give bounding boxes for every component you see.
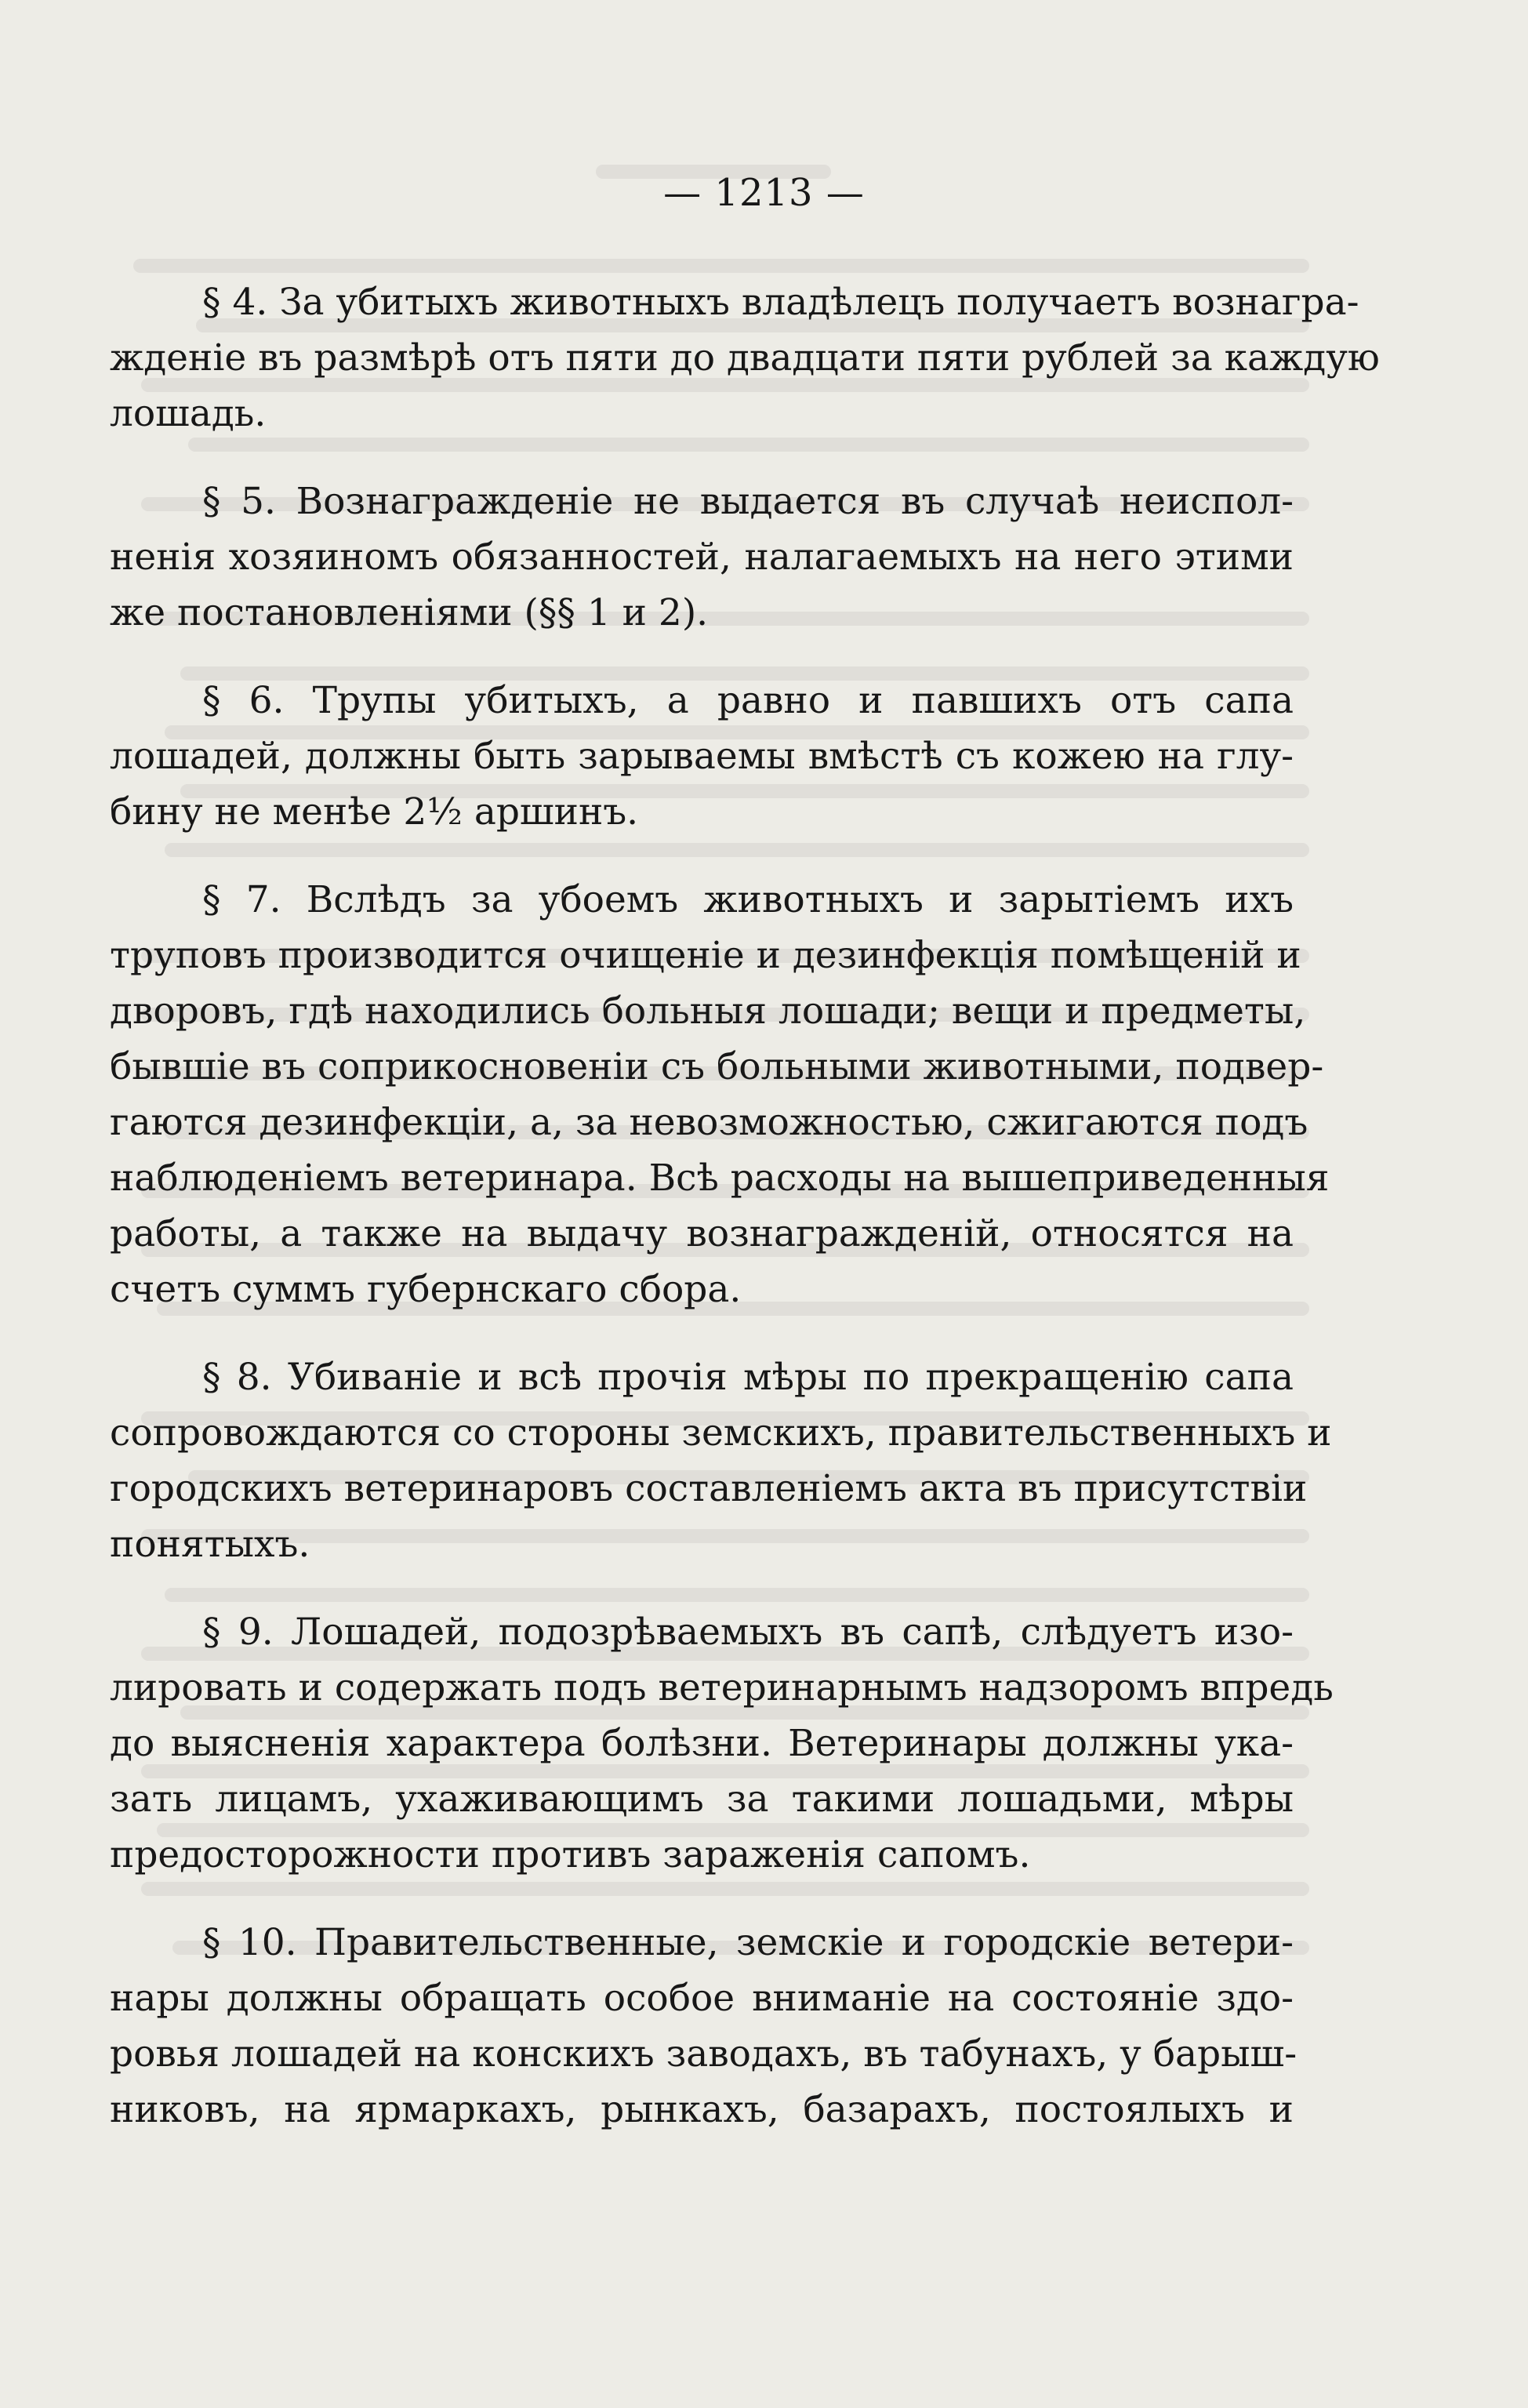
paragraph-section-7 [110,872,1330,1317]
text-line: § 9. Лошадей, подозрѣваемыхъ въ сапѣ, слѣдуетъ изо- [202,1611,1294,1654]
paragraph-section-9 [110,1604,1334,1883]
text-line: до выясненія характера болѣзни. Ветеринары должны ука- [110,1722,1294,1765]
page-number: — 1213 — [663,171,865,215]
text-line: ненія хозяиномъ обязанностей, налагаемыхъ на него этими [110,536,1294,579]
text-line: нары должны обращать особое вниманіе на состояніе здо- [110,1977,1294,2020]
text-line: бину не менѣе 2½ аршинъ. [110,790,639,834]
text-line: наблюденіемъ ветеринара. Всѣ расходы на вышеприведенныя [110,1157,1330,1200]
text-line: § 4. За убитыхъ животныхъ владѣлецъ получаетъ вознагра- [202,281,1359,324]
text-line: лировать и содержать подъ ветеринарнымъ надзоромъ впредь [110,1666,1334,1709]
text-line: труповъ производится очищеніе и дезинфекція помѣщеній и [110,934,1301,977]
paragraph-section-5 [110,474,1294,641]
text-line: § 7. Вслѣдъ за убоемъ животныхъ и зарытіемъ ихъ [202,878,1294,921]
text-line: жденіе въ размѣрѣ отъ пяти до двадцати пяти рублей за каждую [110,336,1380,380]
text-line: счетъ суммъ губернскаго сбора. [110,1268,742,1311]
text-line: гаются дезинфекціи, а, за невозможностью, сжигаются подъ [110,1101,1308,1144]
text-line: понятыхъ. [110,1523,310,1566]
paragraph-section-8 [110,1349,1332,1572]
text-line: же постановленіями (§§ 1 и 2). [110,591,709,634]
text-line: работы, а также на выдачу вознагражденій, относятся на [110,1212,1294,1255]
text-line: дворовъ, гдѣ находились больныя лошади; вещи и предметы, [110,990,1306,1033]
text-line: § 10. Правительственные, земскіе и городскіе ветери- [202,1921,1294,1964]
text-line: ровья лошадей на конскихъ заводахъ, въ табунахъ, у барыш- [110,2032,1298,2076]
paragraph-section-10 [110,1915,1298,2137]
text-line: лошадь. [110,392,267,435]
text-line: бывшіе въ соприкосновеніи съ больными животными, подвер- [110,1045,1324,1088]
text-line: никовъ, на ярмаркахъ, рынкахъ, базарахъ, постоялыхъ и [110,2088,1294,2131]
text-line: § 5. Вознагражденіе не выдается въ случаѣ неиспол- [202,480,1294,523]
paragraph-section-6 [110,673,1294,840]
text-line: сопровождаются со стороны земскихъ, правительственныхъ и [110,1411,1332,1455]
text-line: городскихъ ветеринаровъ составленіемъ акта въ присутствіи [110,1467,1308,1510]
paragraph-section-4 [110,274,1380,441]
text-line: предосторожности противъ зараженія сапомъ. [110,1833,1031,1876]
page-text [110,274,1380,2170]
text-line: § 6. Трупы убитыхъ, а равно и павшихъ отъ сапа [202,679,1294,722]
text-line: лошадей, должны быть зарываемы вмѣстѣ съ кожею на глу- [110,735,1294,778]
text-line: зать лицамъ, ухаживающимъ за такими лошадьми, мѣры [110,1778,1294,1821]
text-line: § 8. Убиваніе и всѣ прочія мѣры по прекращенію сапа [202,1356,1294,1399]
